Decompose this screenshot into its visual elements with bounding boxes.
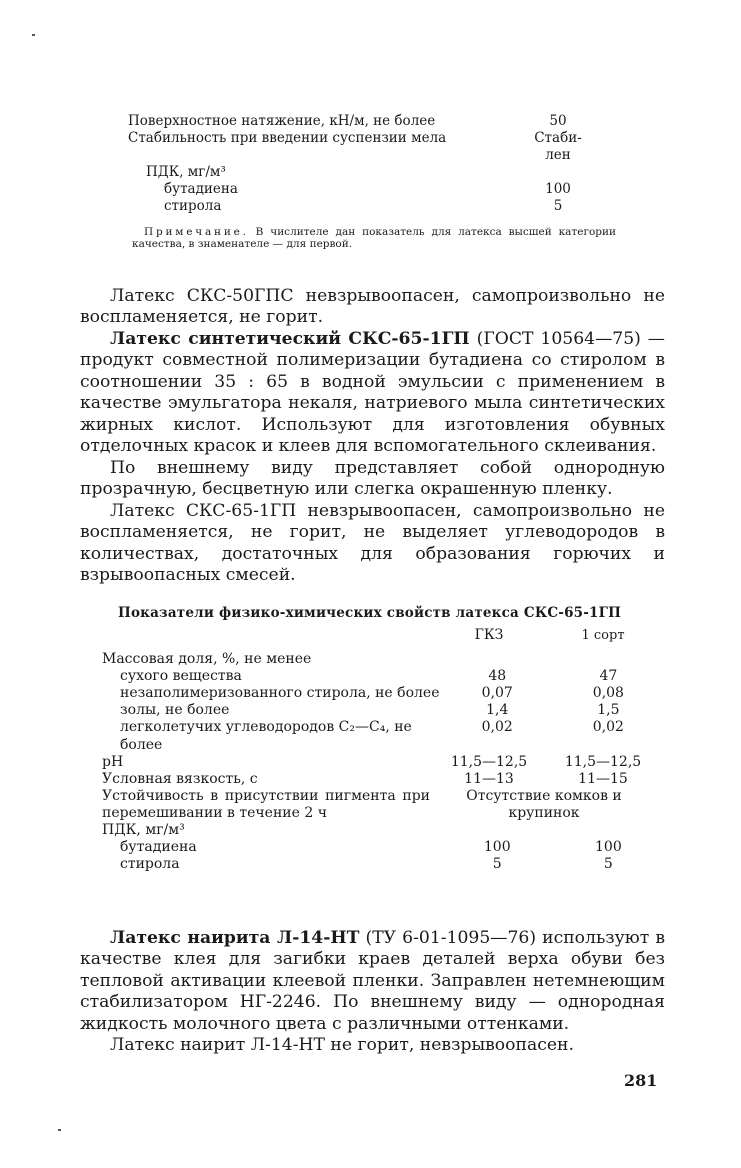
value-grade1: 11,5—12,5 bbox=[564, 753, 642, 770]
value-gkz: 11—13 bbox=[464, 770, 514, 787]
table-row bbox=[102, 856, 662, 873]
table-row bbox=[128, 198, 598, 215]
table-note bbox=[132, 226, 616, 250]
column-header-grade1: 1 сорт bbox=[581, 628, 625, 643]
table-row bbox=[102, 651, 662, 668]
row-label: легколетучих углеводородов C₂—C₄, не более bbox=[120, 719, 412, 753]
properties-table bbox=[102, 627, 662, 873]
row-value bbox=[518, 164, 598, 181]
table-row bbox=[102, 788, 662, 822]
value-gkz: 48 bbox=[488, 668, 507, 685]
paragraph bbox=[80, 458, 665, 501]
paragraph-text: (ГОСТ 10564—75) — продукт совместной полимеризации бутадиена со стиролом в соотношении 35 : 65 в водной эмульсии с применением в качестве эмульгатора некаля, натриевого мыла синтетических жирных кислот. Используют для изготовления обувных отделочных красок и клеев для вспомогательного склеивания. bbox=[80, 329, 665, 457]
table-row bbox=[128, 181, 598, 198]
paragraph-text: Латекс наирит Л-14-НТ не горит, невзрывоопасен. bbox=[110, 1035, 574, 1055]
row-label: стирола bbox=[164, 198, 222, 214]
value-gkz: 1,4 bbox=[486, 702, 509, 719]
table-row bbox=[102, 719, 662, 753]
column-header-gkz: ГКЗ bbox=[474, 627, 504, 643]
paragraph bbox=[80, 928, 665, 1035]
table-caption: Показатели физико-химических свойств латекса СКС-65-1ГП bbox=[118, 605, 622, 621]
table-row bbox=[102, 702, 662, 719]
row-value: Стаби- лен bbox=[534, 130, 582, 163]
table-row bbox=[102, 839, 662, 856]
table-row bbox=[128, 164, 598, 181]
row-label: Поверхностное натяжение, кН/м, не более bbox=[128, 113, 436, 129]
value-gkz: 0,07 bbox=[481, 685, 513, 702]
value-span: Отсутствие комков и крупинок bbox=[466, 787, 622, 821]
value-grade1: 0,02 bbox=[592, 719, 624, 736]
value-grade1: 11—15 bbox=[578, 770, 628, 787]
note-prefix: Примечание. bbox=[144, 226, 249, 238]
row-label: Устойчивость в присутствии пигмента при перемешивании в течение 2 ч bbox=[102, 787, 430, 821]
row-value: 50 bbox=[549, 113, 567, 129]
note-text: В числителе дан показатель для латекса высшей категории качества, в знаменателе — для первой. bbox=[132, 226, 616, 250]
table-row bbox=[102, 822, 662, 839]
paragraph bbox=[80, 501, 665, 587]
paragraph-text: (ТУ 6-01-1095—76) используют в качестве клея для загибки краев деталей верха обуви без тепловой активации клеевой пленки. Заправлен нетемнеющим стабилизатором НГ-2246. По внешнему виду — однородная жидкость молочного цвета с различными оттенками. bbox=[80, 928, 665, 1034]
table-row bbox=[102, 668, 662, 685]
value-gkz: 5 bbox=[492, 856, 502, 873]
row-label: ПДК, мг/м³ bbox=[102, 822, 185, 839]
scan-speck bbox=[58, 1129, 61, 1131]
row-label: стирола bbox=[120, 856, 180, 873]
value-gkz: 0,02 bbox=[481, 719, 513, 736]
page-number: 281 bbox=[624, 1071, 658, 1090]
value-grade1: 100 bbox=[595, 839, 622, 856]
value-grade1: 47 bbox=[599, 668, 618, 685]
scan-speck bbox=[32, 34, 35, 36]
paragraph-text: Латекс СКС-65-1ГП невзрывоопасен, самопроизвольно не воспламеняется, не горит, не выделяет углеводородов в количествах, достаточных для образования горючих и взрывоопасных смесей. bbox=[80, 501, 665, 586]
row-value: 100 bbox=[545, 181, 571, 197]
value-grade1: 0,08 bbox=[592, 685, 624, 702]
value-grade1: 1,5 bbox=[597, 702, 620, 719]
value-gkz: 100 bbox=[483, 839, 511, 856]
row-label: Стабильность при введении суспензии мела bbox=[128, 130, 447, 146]
row-label: pH bbox=[102, 753, 124, 770]
paragraph-text: По внешнему виду представляет собой однородную прозрачную, бесцветную или слегка окрашенную пленку. bbox=[80, 458, 665, 500]
value-gkz: 11,5—12,5 bbox=[450, 753, 528, 770]
row-label: Массовая доля, %, не менее bbox=[102, 651, 312, 668]
paragraph-heading: Латекс синтетический СКС-65-1ГП bbox=[110, 329, 470, 349]
row-label: сухого вещества bbox=[120, 668, 242, 685]
value-grade1: 5 bbox=[603, 856, 613, 873]
row-label: незаполимеризованного стирола, не более bbox=[120, 685, 440, 702]
table-row bbox=[128, 113, 598, 130]
table-row bbox=[102, 771, 662, 788]
table-row bbox=[128, 130, 598, 164]
table-row bbox=[102, 754, 662, 771]
table-header bbox=[102, 627, 662, 644]
paragraph bbox=[80, 1035, 665, 1056]
row-label: ПДК, мг/м³ bbox=[146, 164, 226, 180]
top-properties-table bbox=[128, 113, 598, 215]
paragraph-text: Латекс СКС-50ГПС невзрывоопасен, самопроизвольно не воспламеняется, не горит. bbox=[80, 286, 665, 328]
table-row bbox=[102, 685, 662, 702]
paragraph bbox=[80, 286, 665, 329]
row-value: 5 bbox=[553, 198, 563, 214]
paragraph-heading: Латекс наирита Л-14-НТ bbox=[110, 928, 360, 948]
row-label: бутадиена bbox=[164, 181, 238, 197]
row-label: золы, не более bbox=[120, 702, 230, 719]
row-label: Условная вязкость, с bbox=[102, 770, 258, 787]
paragraph bbox=[80, 329, 665, 457]
row-label: бутадиена bbox=[120, 839, 197, 856]
